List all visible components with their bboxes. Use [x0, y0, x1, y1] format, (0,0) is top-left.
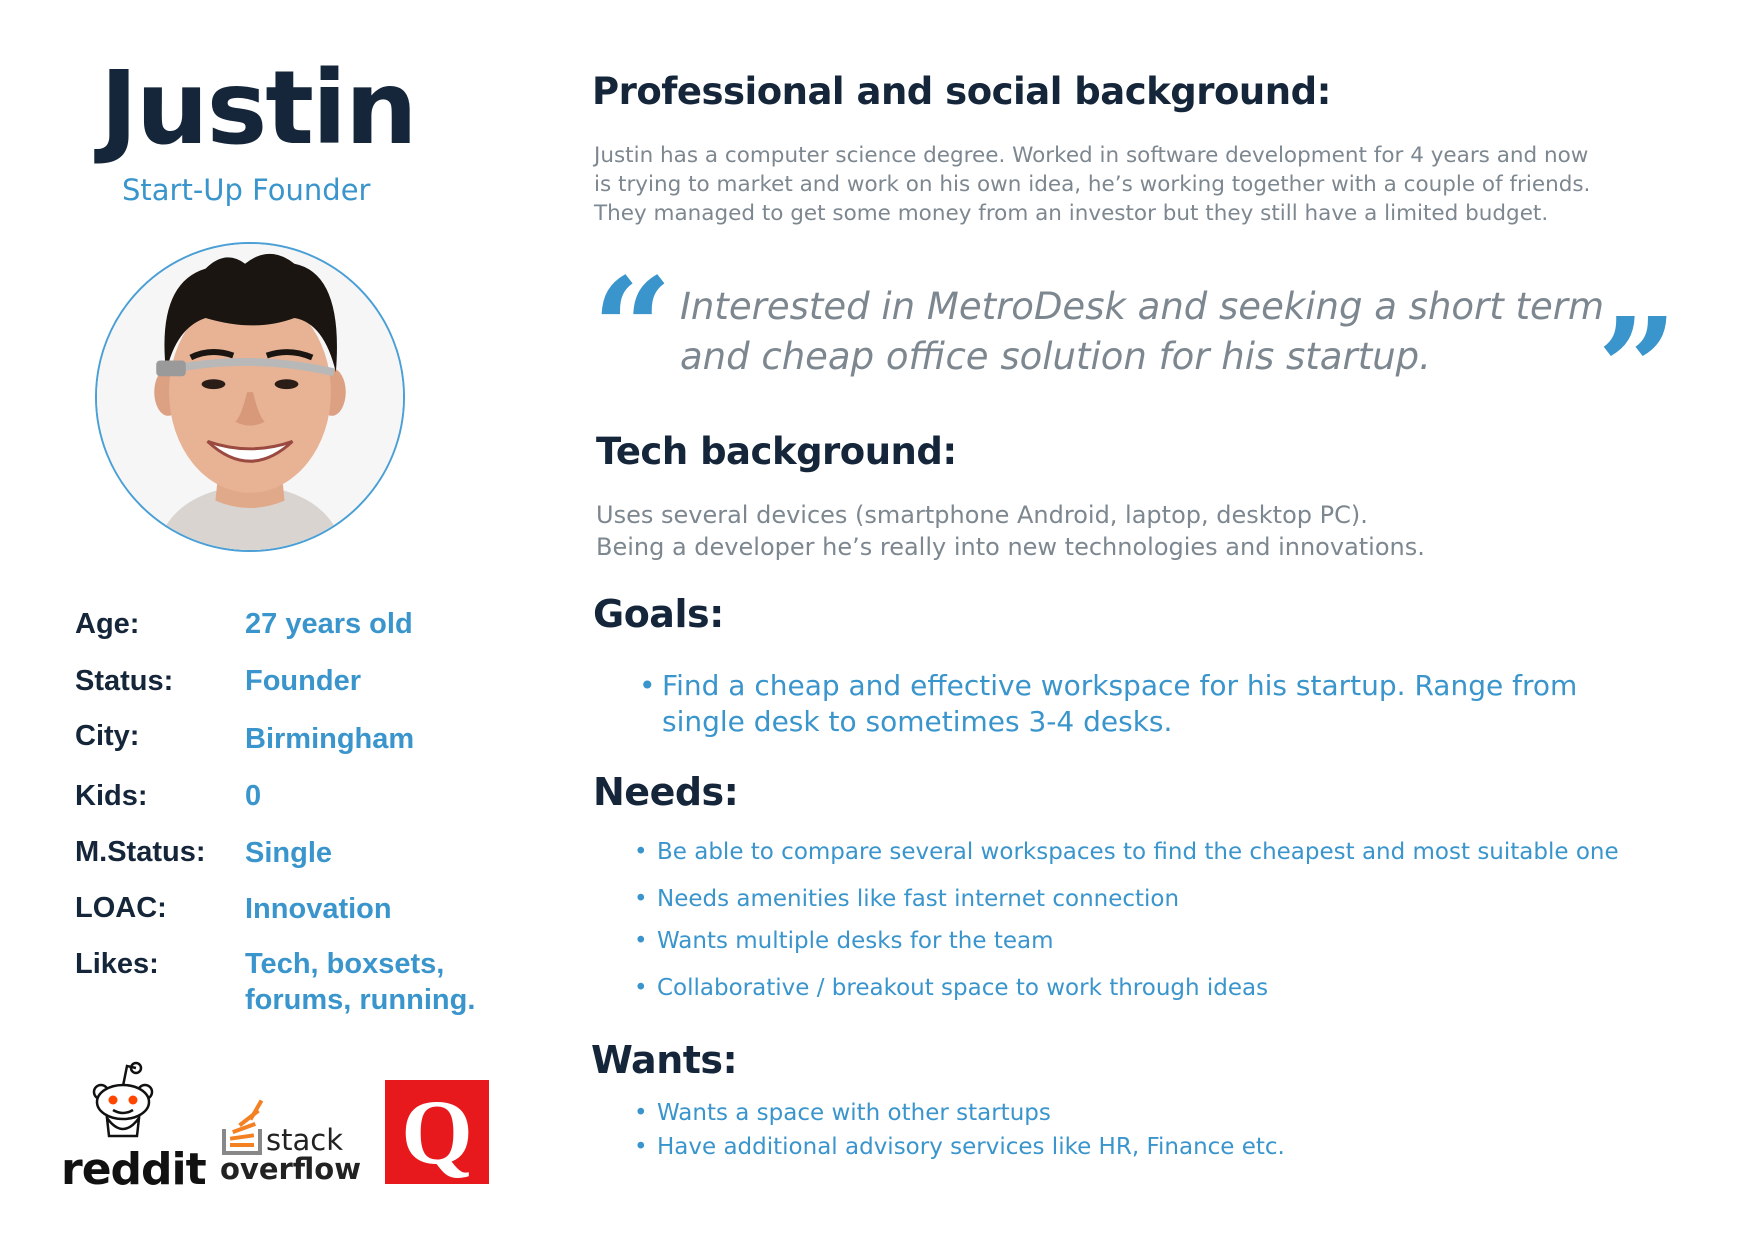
goal-item: • Find a cheap and effective workspace for his startup. Range from single desk to sometimes 3-4 desks. — [662, 668, 1577, 740]
wants-list — [657, 1096, 1285, 1164]
fact-likes-label: Likes: — [75, 948, 159, 980]
need-item: • Be able to compare several workspaces to find the cheapest and most suitable one — [657, 838, 1619, 866]
fact-city-label: City: — [75, 720, 140, 752]
quote-line: and cheap office solution for his startup. — [680, 335, 1431, 378]
professional-line: Justin has a computer science degree. Worked in software development for 4 years and now — [594, 143, 1589, 168]
persona-quote — [680, 282, 1605, 382]
fact-kids-value: 0 — [245, 780, 262, 812]
community-logos — [55, 1060, 505, 1200]
tech-line: Being a developer he’s really into new technologies and innovations. — [596, 533, 1425, 561]
wants-heading: Wants: — [591, 1038, 738, 1082]
open-quote-icon: “ — [592, 248, 673, 412]
fact-status-label: Status: — [75, 665, 174, 697]
stackoverflow-logo — [220, 1095, 360, 1195]
professional-line: They managed to get some money from an investor but they still have a limited budget. — [594, 201, 1549, 226]
reddit-alien-icon — [83, 1060, 163, 1140]
fact-likes-value: Tech, boxsets, forums, running. — [245, 948, 476, 1016]
fact-loac-label: LOAC: — [75, 892, 167, 924]
reddit-logo — [55, 1060, 206, 1195]
fact-mstatus-value: Single — [245, 837, 333, 869]
tech-line: Uses several devices (smartphone Android, laptop, desktop PC). — [596, 501, 1368, 529]
reddit-wordmark: reddit — [61, 1144, 206, 1195]
want-item: • Wants a space with other startups — [657, 1096, 1285, 1130]
needs-list — [657, 838, 1619, 1002]
stackoverflow-wordmark-bottom: overflow — [220, 1152, 362, 1186]
quote-line: Interested in MetroDesk and seeking a short term — [680, 285, 1605, 328]
fact-status-value: Founder — [245, 665, 361, 697]
persona-name: Justin — [100, 49, 416, 168]
quora-logo — [385, 1080, 489, 1184]
fact-age-label: Age: — [75, 608, 140, 640]
professional-text — [594, 141, 1590, 228]
need-item: • Needs amenities like fast internet connection — [657, 885, 1619, 913]
want-item: • Have additional advisory services like HR, Finance etc. — [657, 1130, 1285, 1164]
fact-age-value: 27 years old — [245, 608, 413, 640]
goals-heading: Goals: — [593, 592, 724, 636]
needs-heading: Needs: — [593, 770, 739, 814]
fact-loac-value: Innovation — [245, 893, 392, 925]
need-item: • Collaborative / breakout space to work through ideas — [657, 974, 1619, 1002]
close-quote-icon: ” — [1597, 288, 1678, 452]
fact-mstatus-label: M.Status: — [75, 836, 206, 868]
professional-line: is trying to market and work on his own idea, he’s working together with a couple of friends. — [594, 172, 1591, 197]
professional-heading: Professional and social background: — [592, 70, 1331, 113]
persona-role: Start-Up Founder — [122, 173, 371, 207]
fact-city-value: Birmingham — [245, 723, 415, 755]
stackoverflow-wordmark-top: stack — [266, 1123, 343, 1157]
tech-heading: Tech background: — [596, 430, 957, 473]
quora-q-icon: Q — [401, 1081, 473, 1183]
avatar-portrait — [97, 244, 403, 550]
goals-list — [662, 668, 1577, 740]
avatar — [95, 242, 405, 552]
fact-kids-label: Kids: — [75, 780, 148, 812]
need-item: • Wants multiple desks for the team — [657, 927, 1619, 955]
tech-text — [596, 499, 1425, 563]
